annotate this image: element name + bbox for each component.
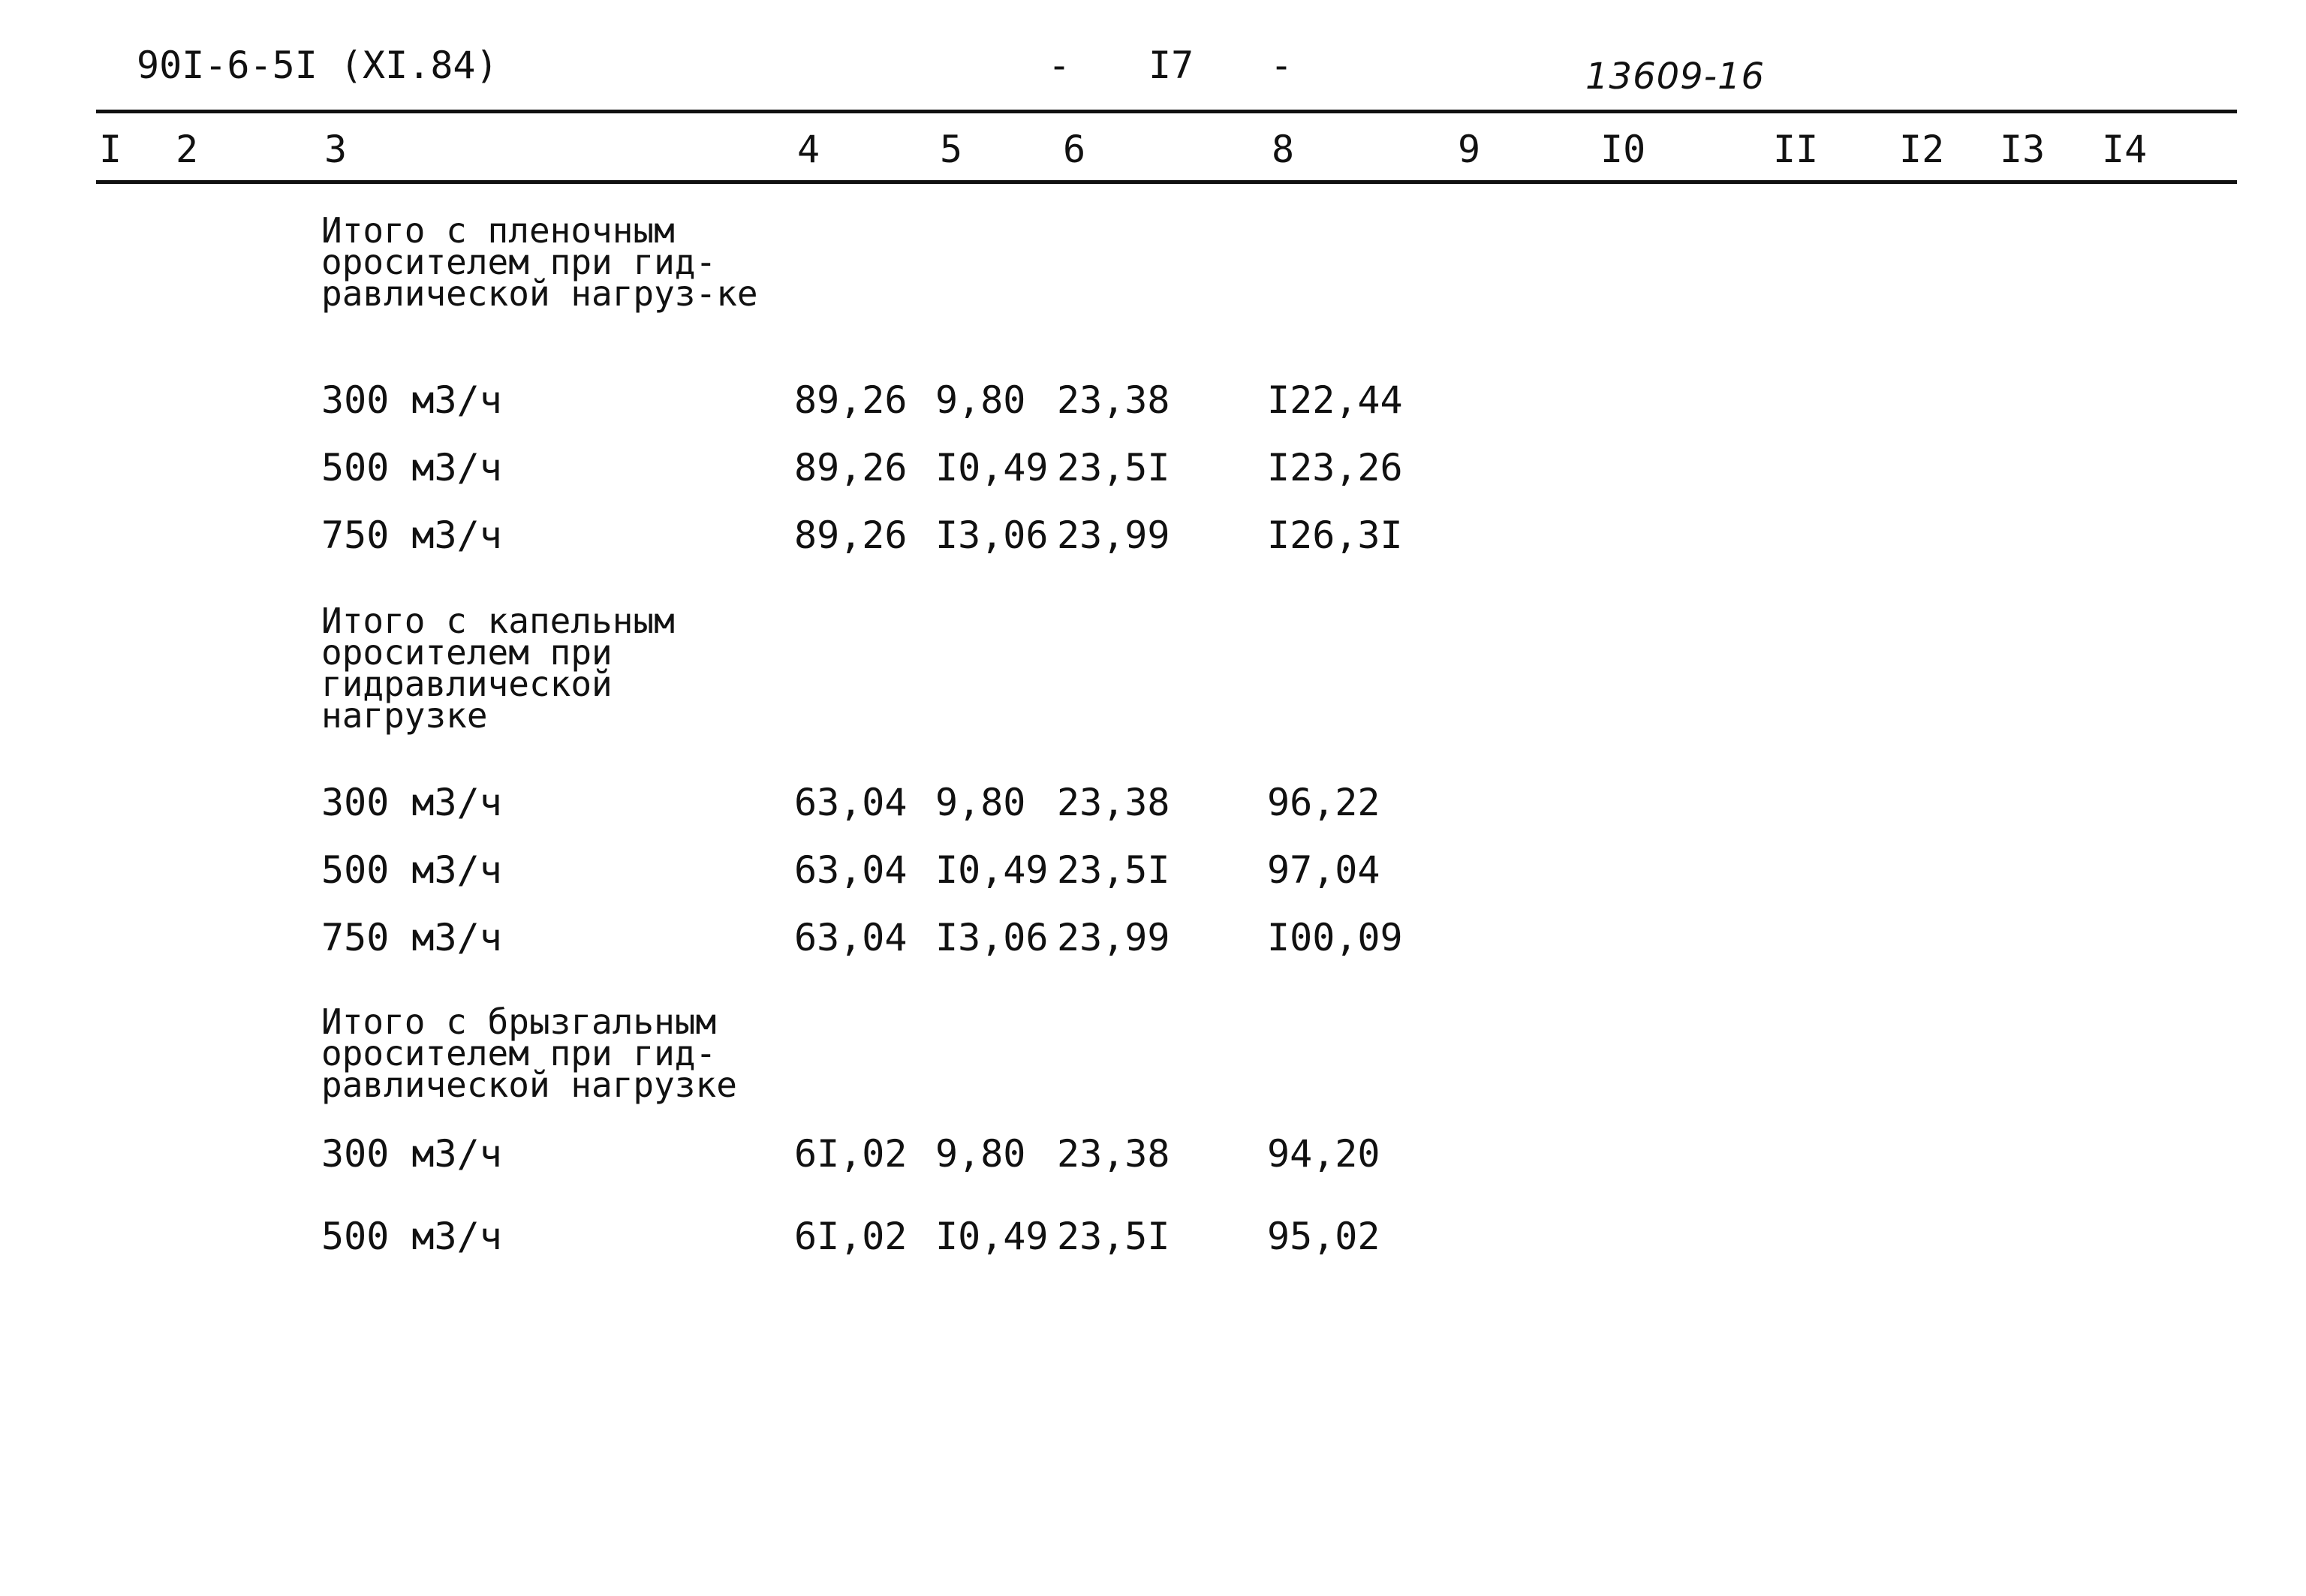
cell-col-4: 89,26 [794,513,908,557]
cell-col-5: 9,80 [935,378,1026,422]
cell-col-4: 63,04 [794,781,908,824]
cell-col-4: 6I,02 [794,1215,908,1258]
row-label: 750 м3/ч [321,513,502,557]
column-number: I0 [1600,128,1646,171]
cell-col-8: I00,09 [1267,916,1403,959]
column-number: 8 [1272,128,1295,171]
table-row [0,781,2306,829]
column-number: I [99,128,122,171]
cell-col-5: 9,80 [935,1132,1026,1176]
group-title-drop-fill: Итого с капельным оросителем при гидравлической нагрузке [321,601,675,736]
row-label: 300 м3/ч [321,781,502,824]
cell-col-5: I0,49 [935,848,1049,892]
header-rule-top [96,110,2237,113]
cell-col-6: 23,5I [1057,848,1170,892]
column-number: I3 [2000,128,2046,171]
header-rule-bottom [96,180,2237,184]
cell-col-6: 23,38 [1057,1132,1170,1176]
row-label: 500 м3/ч [321,848,502,892]
row-label: 500 м3/ч [321,446,502,489]
page-number: I7 [1148,44,1194,87]
column-number: 5 [940,128,963,171]
column-number: 4 [797,128,820,171]
row-label: 300 м3/ч [321,1132,502,1176]
cell-col-8: I22,44 [1267,378,1403,422]
table-row [0,446,2306,494]
column-number: 9 [1458,128,1481,171]
column-number: 3 [324,128,348,171]
cell-col-8: 94,20 [1267,1132,1380,1176]
table-row [0,1132,2306,1180]
cell-col-4: 89,26 [794,378,908,422]
cell-col-4: 89,26 [794,446,908,489]
cell-col-4: 63,04 [794,848,908,892]
document-code: 90I-6-5I (XI.84) [137,44,498,87]
column-number: II [1773,128,1819,171]
group-title-spray-fill: Итого с брызгальным оросителем при гид-равлической нагрузке [321,1001,737,1105]
column-number: I2 [1899,128,1945,171]
cell-col-8: 97,04 [1267,848,1380,892]
table-row [0,513,2306,562]
cell-col-8: 95,02 [1267,1215,1380,1258]
cell-col-8: 96,22 [1267,781,1380,824]
column-number: 6 [1063,128,1086,171]
cell-col-8: I26,3I [1267,513,1403,557]
cell-col-5: I0,49 [935,1215,1049,1258]
row-label: 300 м3/ч [321,378,502,422]
cell-col-6: 23,99 [1057,916,1170,959]
cell-col-6: 23,5I [1057,446,1170,489]
cell-col-4: 63,04 [794,916,908,959]
table-row [0,848,2306,896]
table-row [0,1215,2306,1263]
cell-col-5: 9,80 [935,781,1026,824]
archive-number: 13609-16 [1585,56,1766,98]
row-label: 750 м3/ч [321,916,502,959]
table-row [0,916,2306,964]
cell-col-6: 23,38 [1057,378,1170,422]
column-number: 2 [176,128,199,171]
row-label: 500 м3/ч [321,1215,502,1258]
column-number: I4 [2102,128,2148,171]
cell-col-6: 23,5I [1057,1215,1170,1258]
cell-col-6: 23,38 [1057,781,1170,824]
cell-col-8: I23,26 [1267,446,1403,489]
cell-col-5: I0,49 [935,446,1049,489]
page-number-dash-right: - [1270,44,1293,87]
group-title-film-fill: Итого с пленочным оросителем при гид-равлической нагруз-ке [321,210,758,314]
cell-col-4: 6I,02 [794,1132,908,1176]
page-number-dash-left: - [1048,44,1071,87]
cell-col-5: I3,06 [935,916,1049,959]
table-row [0,378,2306,426]
cell-col-6: 23,99 [1057,513,1170,557]
cell-col-5: I3,06 [935,513,1049,557]
